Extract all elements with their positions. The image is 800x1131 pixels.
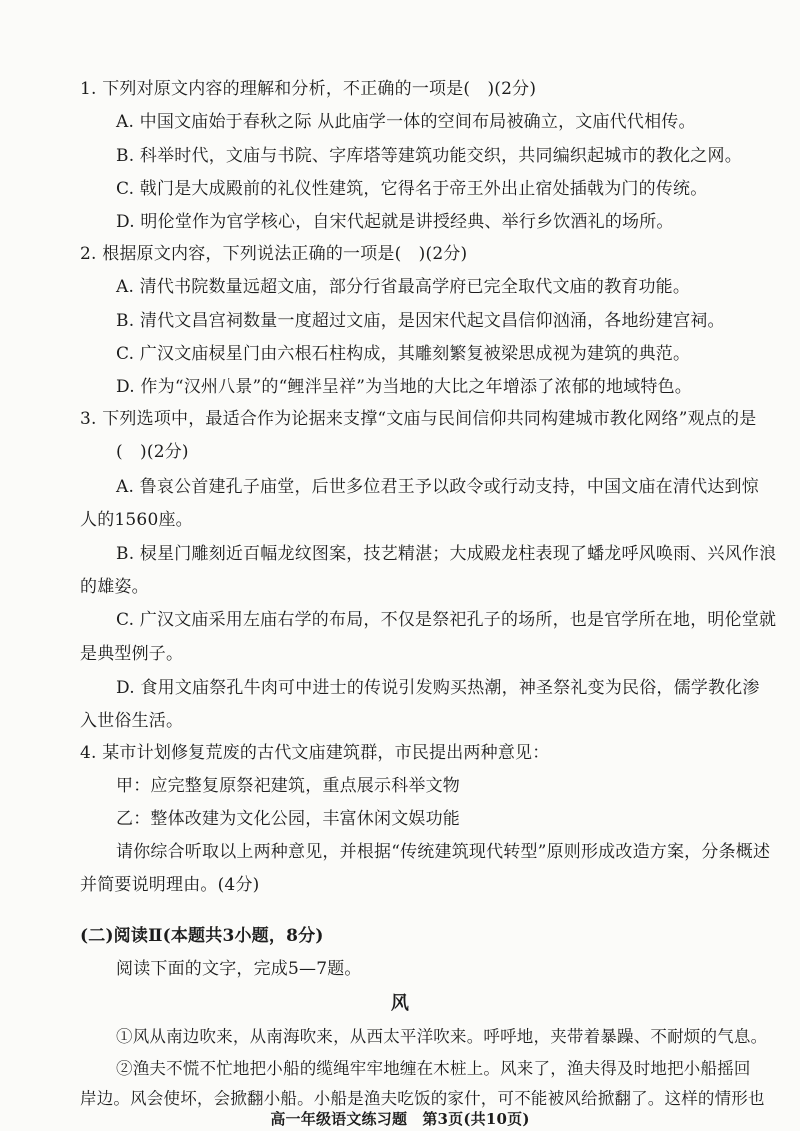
page-footer: 高一年级语文练习题 第3页(共10页) [270, 1110, 530, 1128]
q1-stem: 1. 下列对原文内容的理解和分析，不正确的一项是( )(2分) [80, 79, 537, 99]
section-heading: (二)阅读Ⅱ(本题共3小题，8分) [80, 926, 324, 946]
story-paragraph-2-cont: 岸边。风会使坏，会掀翻小船。小船是渔夫吃饭的家什，可不能被风给掀翻了。这样的情形也 [80, 1089, 765, 1108]
story-paragraph-1: ①风从南边吹来，从南海吹来，从西太平洋吹来。呼呼地，夹带着暴躁、不耐烦的气息。 [116, 1027, 768, 1046]
q3-option-b-cont: 的雄姿。 [80, 577, 149, 597]
q4-opinion-yi: 乙：整体改建为文化公园，丰富休闲文娱功能 [116, 809, 460, 829]
story-title: 风 [390, 993, 410, 1014]
q3-option-a-cont: 人的1560座。 [80, 510, 193, 530]
q3-stem-score: ( )(2分) [116, 442, 189, 462]
story-paragraph-2: ②渔夫不慌不忙地把小船的缆绳牢牢地缠在木桩上。风来了，渔夫得及时地把小船摇回 [116, 1059, 751, 1078]
q4-prompt-cont: 并简要说明理由。(4分) [80, 875, 260, 895]
q3-option-c-cont: 是典型例子。 [80, 644, 184, 664]
q4-stem: 4. 某市计划修复荒废的古代文庙建筑群，市民提出两种意见： [80, 743, 550, 763]
q4-prompt: 请你综合听取以上两种意见，并根据“传统建筑现代转型”原则形成改造方案，分条概述 [116, 842, 771, 862]
q3-option-d-cont: 入世俗生活。 [80, 711, 184, 731]
q2-option-c: C. 广汉文庙棂星门由六根石柱构成，其雕刻繁复被梁思成视为建筑的典范。 [116, 344, 691, 364]
q1-option-c: C. 戟门是大成殿前的礼仪性建筑，它得名于帝王外出止宿处插戟为门的传统。 [116, 179, 708, 199]
q1-option-a: A. 中国文庙始于春秋之际 从此庙学一体的空间布局被确立，文庙代代相传。 [116, 112, 696, 132]
q3-option-d: D. 食用文庙祭孔牛肉可中进士的传说引发购买热潮，神圣祭礼变为民俗，儒学教化渗 [116, 678, 760, 698]
q1-option-d: D. 明伦堂作为官学核心，自宋代起就是讲授经典、举行乡饮酒礼的场所。 [116, 212, 674, 232]
section-instruction: 阅读下面的文字，完成5—7题。 [116, 959, 362, 979]
q3-option-a: A. 鲁哀公首建孔子庙堂，后世多位君王予以政令或行动支持，中国文庙在清代达到惊 [116, 477, 759, 497]
q2-option-b: B. 清代文昌宫祠数量一度超过文庙，是因宋代起文昌信仰汹涌，各地纷建宫祠。 [116, 311, 725, 331]
q2-stem: 2. 根据原文内容，下列说法正确的一项是( )(2分) [80, 244, 468, 264]
q2-option-a: A. 清代书院数量远超文庙，部分行省最高学府已完全取代文庙的教育功能。 [116, 277, 691, 297]
q3-option-c: C. 广汉文庙采用左庙右学的布局，不仅是祭祀孔子的场所，也是官学所在地，明伦堂就 [116, 610, 777, 630]
q3-option-b: B. 棂星门雕刻近百幅龙纹图案，技艺精湛；大成殿龙柱表现了蟠龙呼风唤雨、兴风作浪 [116, 544, 777, 564]
q1-option-b: B. 科举时代，文庙与书院、字库塔等建筑功能交织，共同编织起城市的教化之网。 [116, 146, 742, 166]
q3-stem: 3. 下列选项中，最适合作为论据来支撑“文庙与民间信仰共同构建城市教化网络”观点的是 [80, 409, 757, 429]
q4-opinion-jia: 甲：应完整复原祭祀建筑，重点展示科举文物 [116, 776, 460, 796]
q2-option-d: D. 作为“汉州八景”的“鲤泮呈祥”为当地的大比之年增添了浓郁的地域特色。 [116, 377, 692, 397]
